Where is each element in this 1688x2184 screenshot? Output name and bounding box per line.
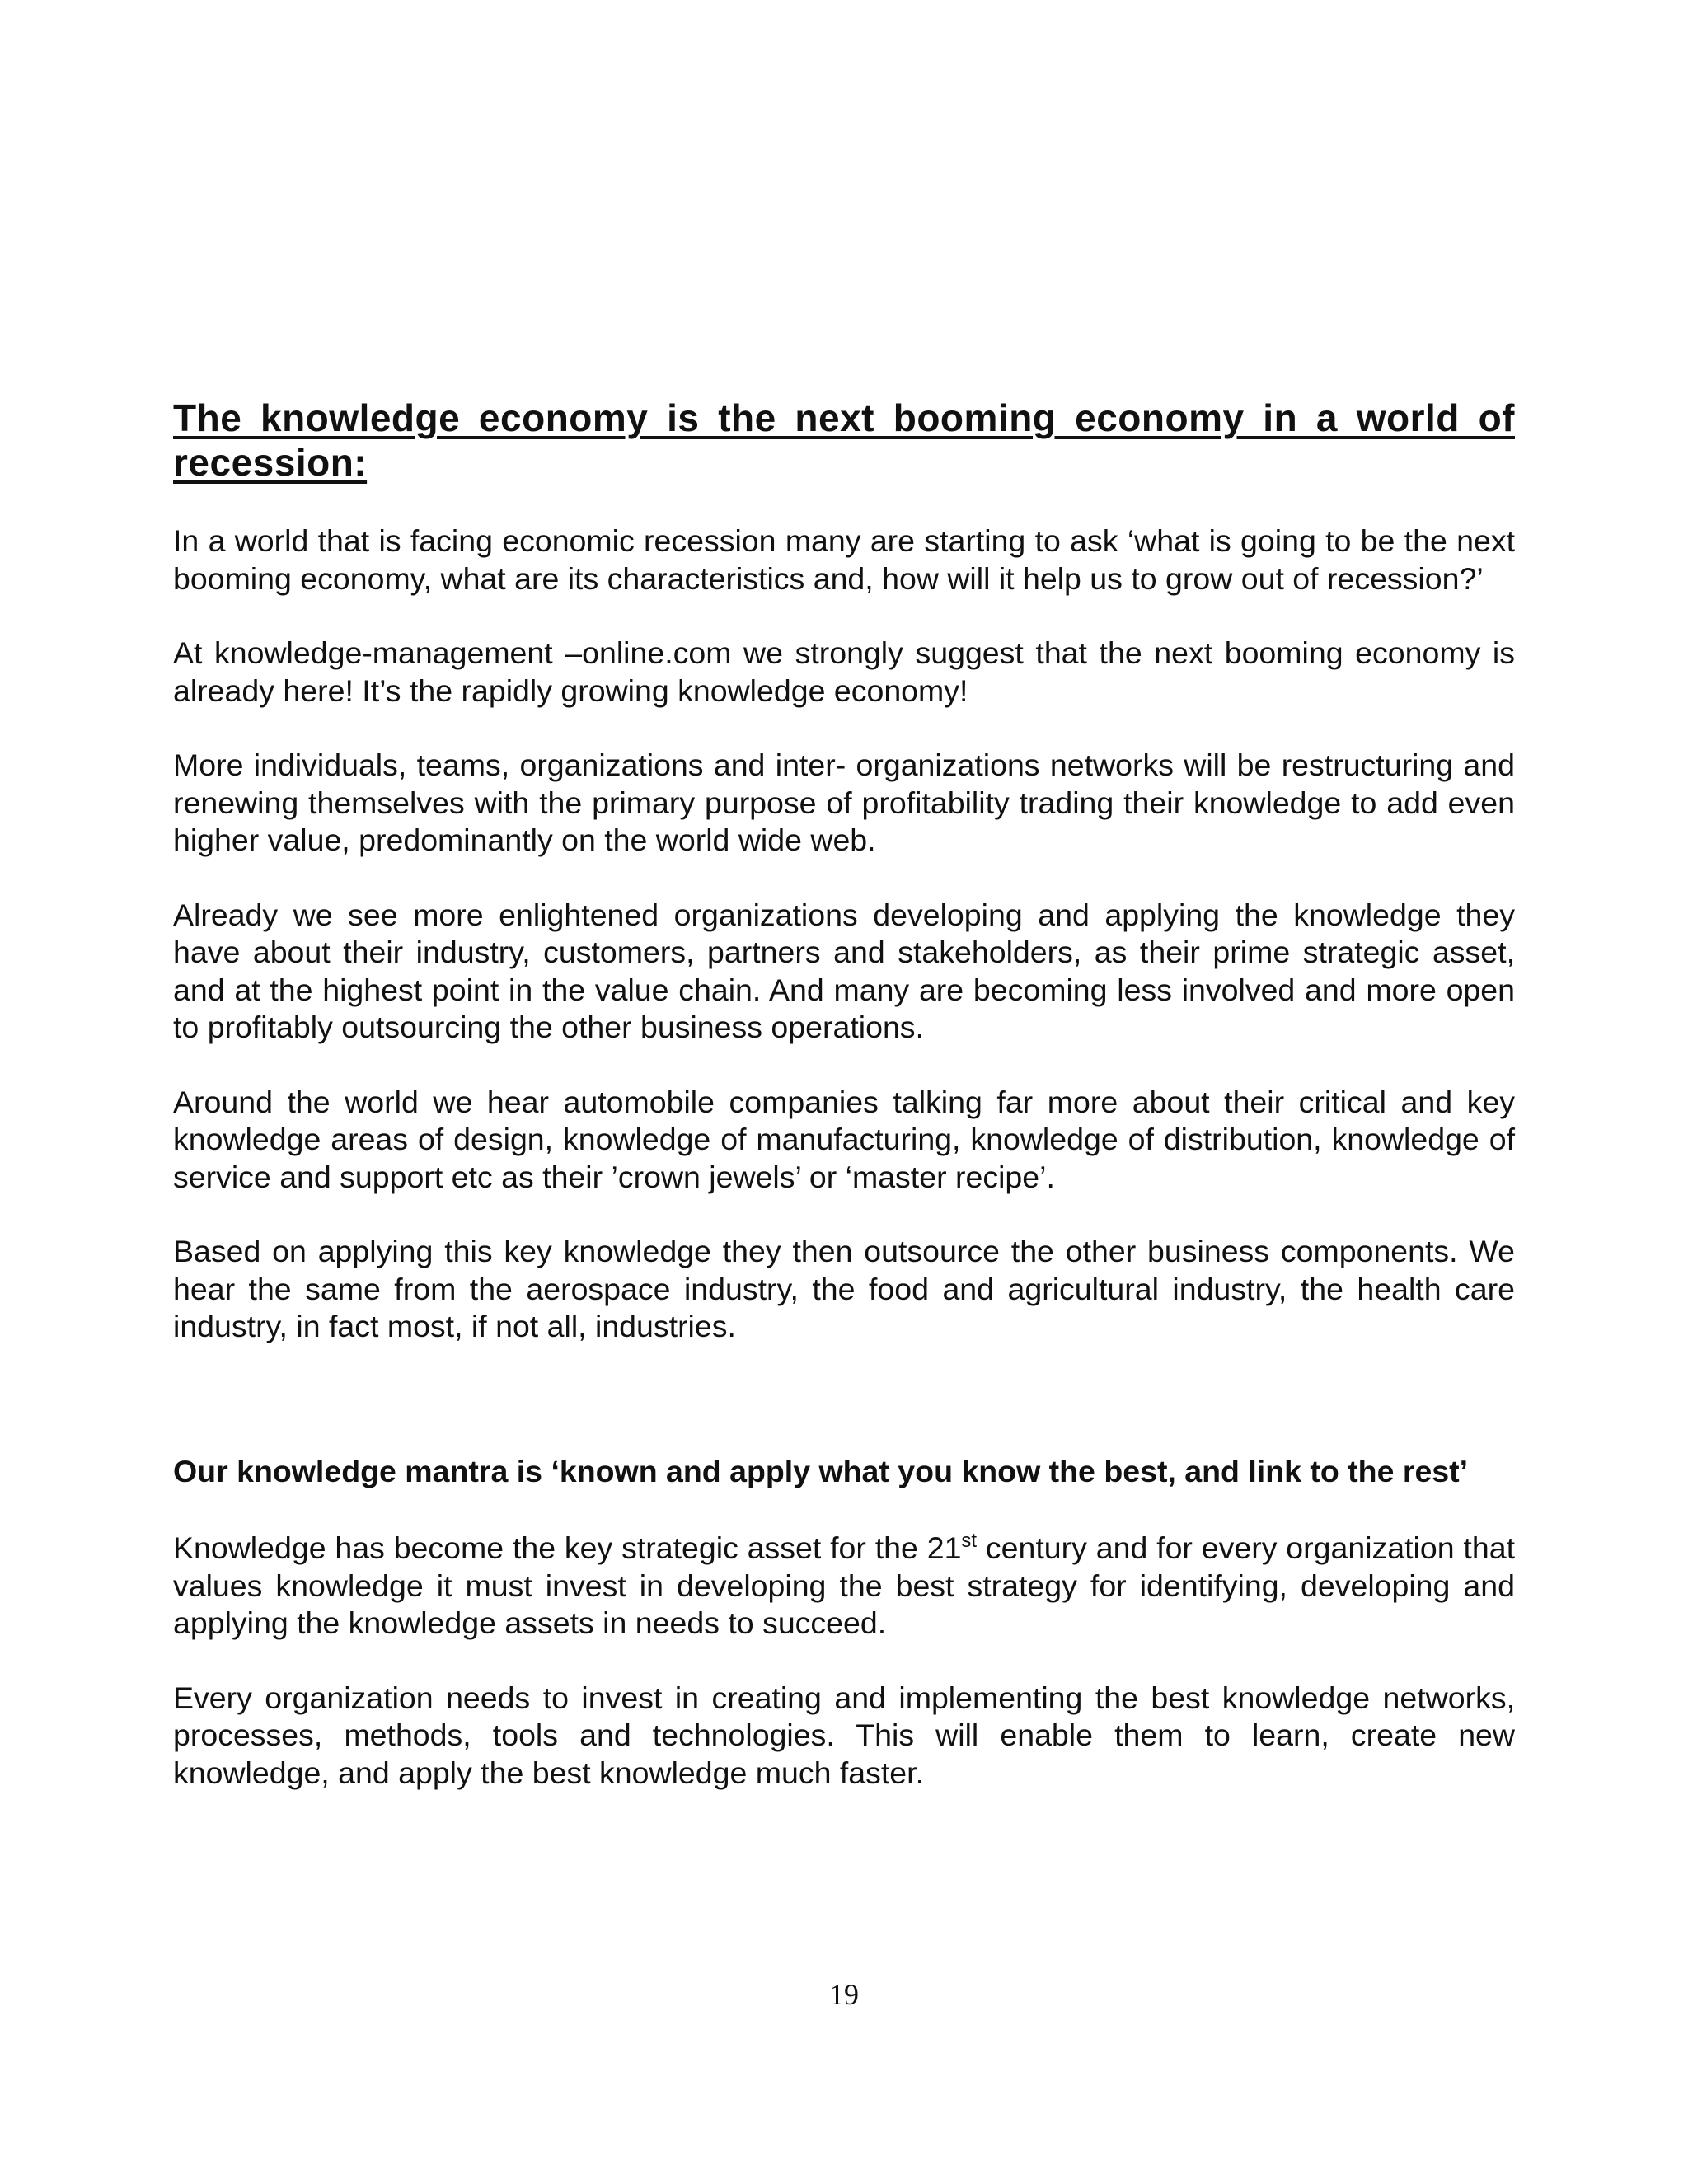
paragraph: More individuals, teams, organizations and inter- organizations networks will be restructuring and renewing themselves with the primary purpose of profitability trading their knowledge to add even higher value, predominantly on the world wide web. bbox=[173, 748, 1515, 857]
paragraph: Based on applying this key knowledge they then outsource the other business components. We hear the same from the aerospace industry, the food and agricultural industry, the health care industry, in fact most, if not all, industries. bbox=[173, 1234, 1515, 1343]
superscript-st: st bbox=[961, 1530, 978, 1552]
page-number: 19 bbox=[829, 1978, 859, 2011]
paragraph-21st-century bbox=[173, 1530, 1515, 1643]
paragraph: At knowledge-management –online.com we strongly suggest that the next booming economy is already here! It’s the rapidly growing knowledge economy! bbox=[173, 635, 1515, 708]
page-content bbox=[173, 396, 1515, 1829]
paragraph-text-start: Knowledge has become the key strategic asset for the 21 bbox=[173, 1530, 962, 1565]
paragraph: Every organization needs to invest in creating and implementing the best knowledge networks, processes, methods, tools and technologies. This will enable them to learn, create new knowledge, and apply the best knowledge much faster. bbox=[173, 1680, 1515, 1790]
paragraph: Already we see more enlightened organizations developing and applying the knowledge they have about their industry, customers, partners and stakeholders, as their prime strategic asset, and at the highest point in the value chain. And many are becoming less involved and more open to profitably outsourcing the other business operations. bbox=[173, 897, 1515, 1044]
mantra-subheading: Our knowledge mantra is ‘known and apply what you know the best, and link to the rest’ bbox=[173, 1453, 1469, 1488]
paragraph-text-end: century and for every organization that values knowledge it must invest in developing the best strategy for identifying, developing and applying the knowledge assets in needs to succeed. bbox=[173, 1530, 1515, 1640]
paragraph: In a world that is facing economic recession many are starting to ask ‘what is going to be the next booming economy, what are its characteristics and, how will it help us to grow out of recession?’ bbox=[173, 523, 1515, 596]
paragraph: Around the world we hear automobile companies talking far more about their critical and key knowledge areas of design, knowledge of manufacturing, knowledge of distribution, knowledge of service and support etc as their ’crown jewels’ or ‘master recipe’. bbox=[173, 1084, 1515, 1194]
section-heading: The knowledge economy is the next booming economy in a world of recession: bbox=[173, 396, 1515, 484]
